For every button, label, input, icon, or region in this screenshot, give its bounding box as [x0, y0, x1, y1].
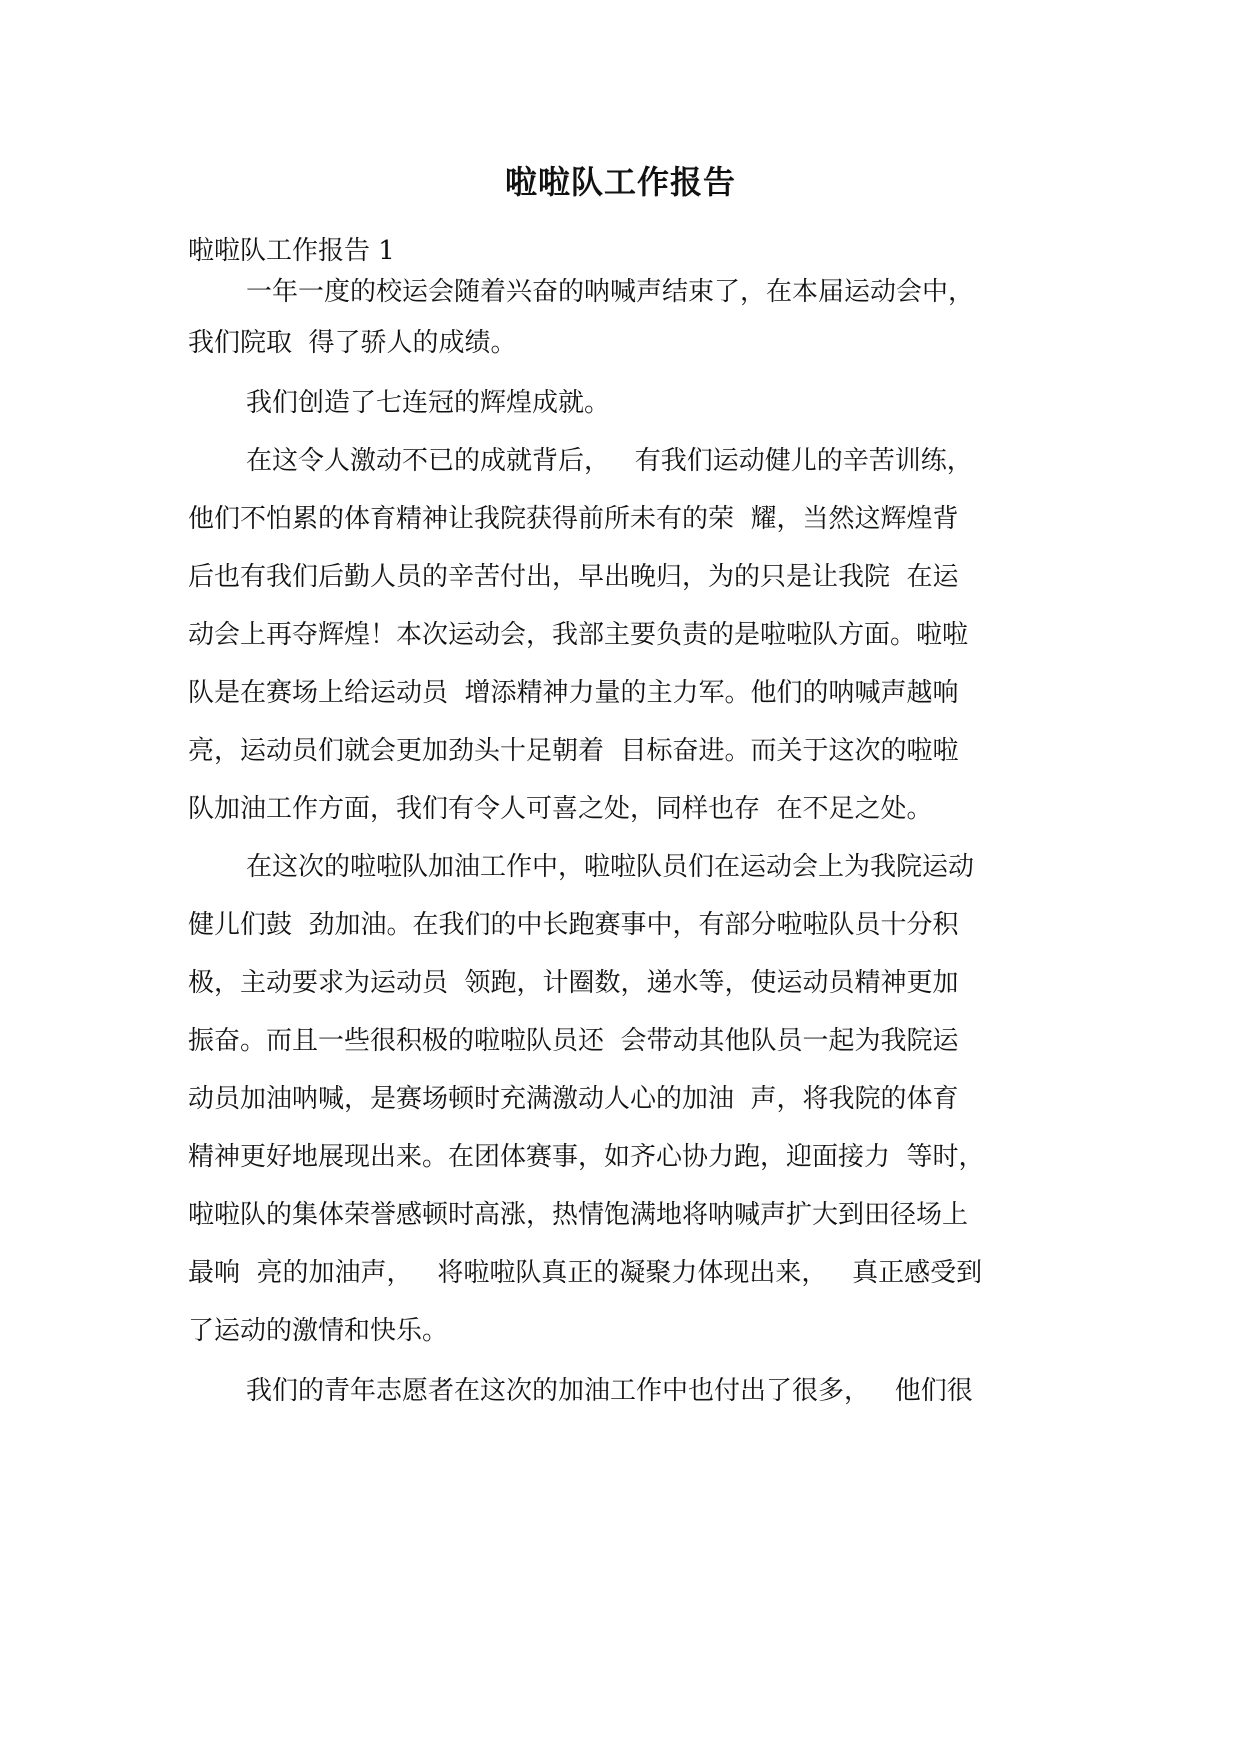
text-line: 了运动的激情和快乐。 — [188, 1316, 449, 1346]
text-line: 精神更好地展现出来。在团体赛事，如齐心协力跑，迎面接力 等时， — [188, 1142, 985, 1172]
text-line: 在这次的啦啦队加油工作中，啦啦队员们在运动会上为我院运动 — [246, 852, 975, 882]
text-line: 后也有我们后勤人员的辛苦付出，早出晚归，为的只是让我院 在运 — [188, 562, 959, 592]
text-line: 我们的青年志愿者在这次的加油工作中也付出了很多， 他们很 — [246, 1376, 973, 1406]
text-line: 在这令人激动不已的成就背后， 有我们运动健儿的辛苦训练， — [246, 446, 973, 476]
text-line: 他们不怕累的体育精神让我院获得前所未有的荣 耀，当然这辉煌背 — [188, 504, 959, 534]
text-line: 亮，运动员们就会更加劲头十足朝着 目标奋进。而关于这次的啦啦 — [188, 736, 959, 766]
text-line: 我们院取 得了骄人的成绩。 — [188, 328, 517, 358]
text-line: 我们创造了七连冠的辉煌成就。 — [246, 388, 611, 418]
text-line: 动会上再夺辉煌！本次运动会，我部主要负责的是啦啦队方面。啦啦 — [188, 620, 969, 650]
section-heading: 啦啦队工作报告 1 — [188, 236, 395, 266]
text-line: 最响 亮的加油声， 将啦啦队真正的凝聚力体现出来， 真正感受到 — [188, 1258, 983, 1288]
text-line: 一年一度的校运会随着兴奋的呐喊声结束了，在本届运动会中， — [246, 277, 975, 307]
text-line: 啦啦队的集体荣誉感顿时高涨，热情饱满地将呐喊声扩大到田径场上 — [188, 1200, 969, 1230]
text-line: 队是在赛场上给运动员 增添精神力量的主力军。他们的呐喊声越响 — [188, 678, 959, 708]
text-line: 极，主动要求为运动员 领跑，计圈数，递水等，使运动员精神更加 — [188, 968, 959, 998]
text-line: 队加油工作方面，我们有令人可喜之处，同样也存 在不足之处。 — [188, 794, 933, 824]
text-line: 健儿们鼓 劲加油。在我们的中长跑赛事中，有部分啦啦队员十分积 — [188, 910, 959, 940]
text-line: 动员加油呐喊，是赛场顿时充满激动人心的加油 声，将我院的体育 — [188, 1084, 959, 1114]
text-line: 振奋。而且一些很积极的啦啦队员还 会带动其他队员一起为我院运 — [188, 1026, 959, 1056]
document-title: 啦啦队工作报告 — [504, 163, 736, 201]
